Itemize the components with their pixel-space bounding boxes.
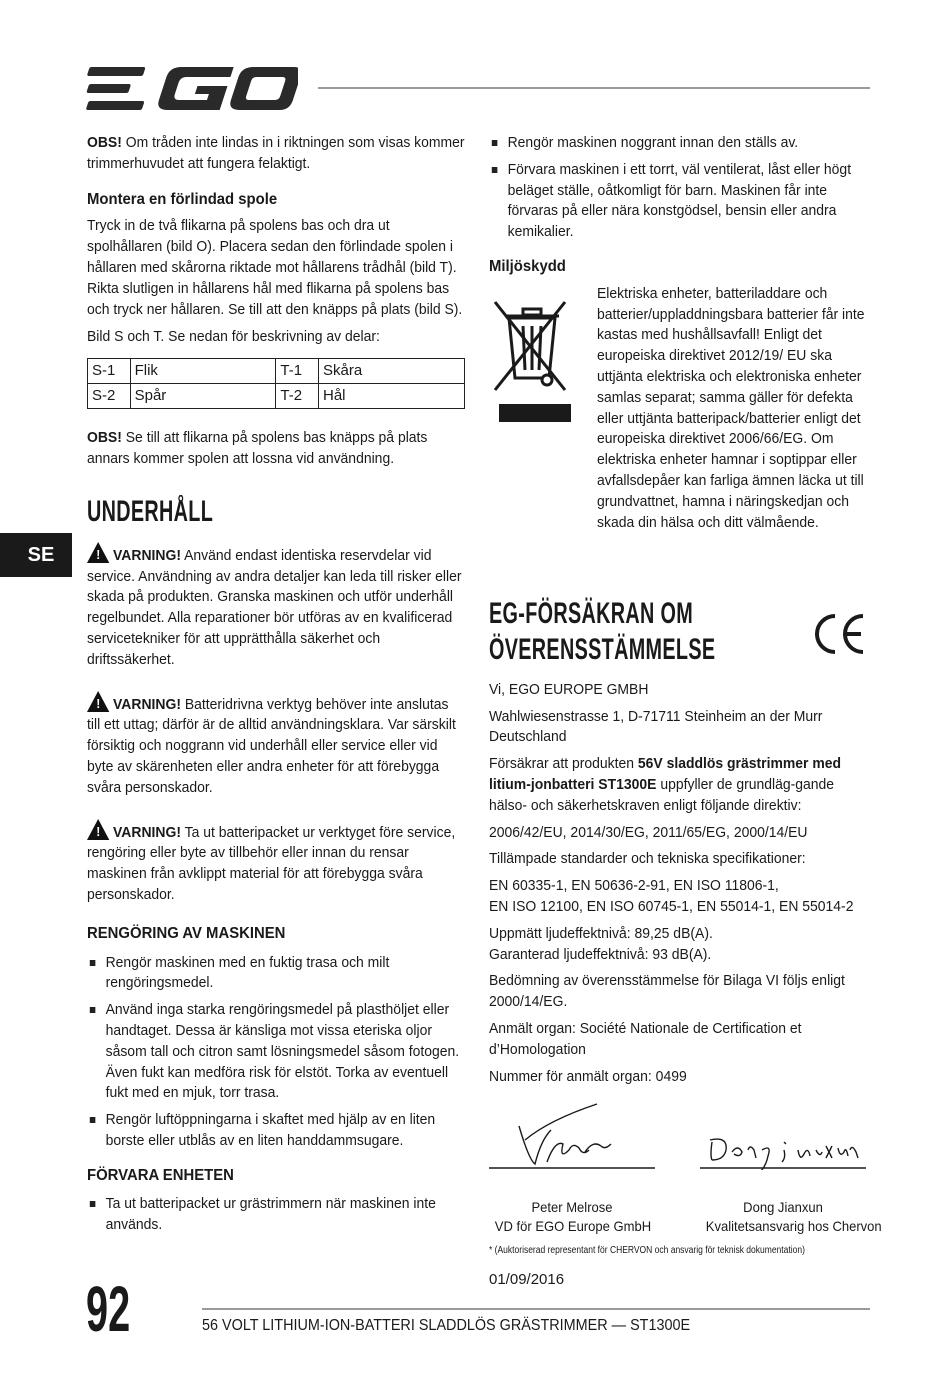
warning-icon: ! [87,819,109,840]
env-text: Elektriska enheter, batteriladdare och batterier/uppladdningsbara batterier får inte kastas med hushållsavfall! Enligt det europeiska direktivet 2012/19/ EU ska uttjänta elektriska och elektroniska enheter samlas separat; samma gäller för defekta eller uttjänta batteripack/batterier enligt det europeiska direktivet 2006/66/EG. Om elektriska enheter hamnar i soptippar eller avfallsdepåer kan farliga ämnen läcka ut till grundvattnet, hamna i näringskedjan och skada din hälsa och ditt välmående. [597,284,865,531]
notified-body: Anmält organ: Société Nationale de Certification et d’Homologation [489,1019,802,1058]
table-cell: S-2 [88,384,131,409]
env-section [489,286,871,576]
header [0,0,950,120]
maintenance-heading: UNDERHÅLL [87,494,214,528]
ego-logo [86,66,298,112]
parts-table [87,358,465,409]
language-tab-label: SE [27,543,55,566]
sound-guaranteed: Garanterad ljudeffektnivå: 93 dB(A). [489,945,712,963]
weee-bin-icon [489,296,575,424]
list-item: Ta ut batteripacket ur grästrimmern när maskinen inte används. [87,1194,465,1236]
directives: 2006/42/EU, 2014/30/EG, 2011/65/EG, 2000/14/EU [489,823,808,841]
declaration-post: uppfyller de grundläg-gande hälso- och säkerhetskraven enligt följande direktiv: [489,775,835,814]
declaration-date: 01/09/2016 [489,1271,565,1288]
assessment: Bedömning av överensstämmelse för Bilaga VI följs enligt 2000/14/EG. [489,972,845,1011]
footer-rule [202,1308,870,1310]
signature-text: Peter Melrose [489,1100,496,1101]
header-rule [318,87,870,89]
spool-text: Tryck in de två flikarna på spolens bas och dra ut spolhållaren (bild O). Placera sedan den förlindade spolen i hållaren med skårorna riktade mot hållarens trådhål (bild T). Rikta slutligen in hållarens hål med flikarna på spolens bas och tryck ner hållaren. Se till att den knäpps på plats (bild S). [87,217,463,318]
obs-note-2 [87,428,465,470]
standards-line-2: EN ISO 12100, EN ISO 60745-1, EN 55014-1, EN 55014-2 [489,897,854,915]
cleaning-heading: RENGÖRING AV MASKINEN [87,924,286,942]
warning-2 [87,691,465,799]
list-item: Rengör maskinen med en fuktig trasa och milt rengöringsmedel. [87,953,465,995]
warning-text: Batteridrivna verktyg behöver inte anslutas till ett uttag; därför är de alltid användningsklara. Var särskilt försiktig och noggrann vid underhåll eller service eller vid byte av skärenheten eller andra enheter för att förebygga svåra personskador. [87,695,456,796]
footnote: * (Auktoriserad representant för CHERVON och ansvarig för teknisk dokumentation) [489,1245,805,1256]
declaration-pre: Försäkrar att produkten [489,755,638,773]
obs-label: OBS! [87,134,122,151]
table-cell: T-1 [276,359,319,384]
signer-title: Kvalitetsansvarig hos Chervon [705,1218,882,1234]
product-name: 56V sladdlös grästrimmer med litium-jonbatteri ST1300E [489,755,842,793]
signer-name: Dong Jianxun [743,1199,823,1215]
declaration-heading-line2: ÖVERENSSTÄMMELSE [489,632,716,666]
page-number: 92 [86,1273,131,1345]
signature-text: Dong Jianxun [700,1100,707,1101]
obs-text: Om tråden inte lindas in i riktningen som visas kommer trimmerhuvudet att fungera felaktigt. [87,134,465,172]
warning-3 [87,819,465,906]
warning-icon: ! [87,691,109,712]
language-tab [0,533,72,577]
warning-label: VARNING! [113,695,181,713]
ce-mark-text: CE [811,611,813,613]
cleaning-list [87,953,465,1152]
signature [700,1100,866,1170]
signature-block-2 [700,1100,882,1234]
table-cell: T-2 [276,384,319,409]
sound-measured: Uppmätt ljudeffektnivå: 89,25 dB(A). [489,924,713,942]
list-item: Rengör maskinen noggrant innan den ställs av. [489,133,871,154]
declaration-header [489,596,871,668]
ce-mark-icon [811,612,867,656]
storage-list [87,1194,465,1236]
footer-title: 56 VOLT LITHIUM-ION-BATTERI SLADDLÖS GRÄSTRIMMER — ST1300E [202,1317,691,1334]
logo-text: EGO [86,66,89,67]
table-cell: Spår [130,384,276,409]
standards-line-1: EN 60335-1, EN 50636-2-91, EN ISO 11806-1, [489,877,779,895]
warning-label: VARNING! [113,823,181,841]
warning-text: Använd endast identiska reservdelar vid service. Användning av andra detaljer kan leda till risker eller skada på produkten. Granska maskinen och utför underhåll regelbundet. Alla reparationer bör utföras av en kvalificerad servicetekniker för att upprätthålla säkerhet och driftssäkerhet. [87,546,462,668]
obs-text: Se till att flikarna på spolens bas knäpps på plats annars kommer spolen att lossna vid användning. [87,429,428,467]
env-heading: Miljöskydd [489,257,566,275]
signer-name: Peter Melrose [531,1199,613,1215]
table-row [88,384,465,409]
warning-1 [87,542,465,671]
table-cell: S-1 [88,359,131,384]
list-item: Förvara maskinen i ett torrt, väl ventilerat, låst eller högt beläget ställe, oåtkomligt för barn. Maskinen får inte förvaras på eller nära konstgödsel, bensin eller andra kemikalier. [489,160,871,243]
company-line: Vi, EGO EUROPE GMBH [489,680,649,698]
signature [489,1100,655,1170]
declaration-heading-line1: EG-FÖRSÄKRAN OM [489,596,694,630]
address: Wahlwiesenstrasse 1, D-71711 Steinheim an der Murr Deutschland [489,707,823,746]
storage-heading: FÖRVARA ENHETEN [87,1166,234,1184]
list-item: Använd inga starka rengöringsmedel på plasthöljet eller handtaget. Dessa är känsliga mot vissa eteriska oljor såsom tall och citron samt lösningsmedel såsom fotogen. Även fukt kan medföra risk för elstöt. Torka av eventuell fukt med en mjuk, torr trasa. [87,1000,465,1104]
standards-label: Tillämpade standarder och tekniska specifikationer: [489,850,806,868]
signature-block-1 [489,1100,655,1234]
right-column [489,133,871,1087]
obs-label: OBS! [87,429,122,447]
parts-intro: Bild S och T. Se nedan för beskrivning av delar: [87,328,380,346]
table-row [88,359,465,384]
signer-title: VD för EGO Europe GmbH [494,1218,652,1234]
list-item: Rengör luftöppningarna i skaftet med hjälp av en liten borste eller utblås av en liten handdammsugare. [87,1110,465,1152]
spool-heading: Montera en förlindad spole [87,190,278,208]
table-cell: Skåra [319,359,465,384]
warning-label: VARNING! [113,546,181,564]
declaration-text [489,754,871,816]
storage-list-continued [489,133,871,243]
left-column [87,133,465,1242]
table-cell: Flik [130,359,276,384]
warning-icon: ! [87,542,109,563]
warning-text: Ta ut batteripacket ur verktyget före service, rengöring eller byte av tillbehör eller innan du rensar maskinen från avklippt material för att förebygga svåra personskador. [87,823,456,903]
obs-note-1 [87,133,465,175]
notified-number: Nummer för anmält organ: 0499 [489,1067,687,1085]
table-cell: Hål [319,384,465,409]
